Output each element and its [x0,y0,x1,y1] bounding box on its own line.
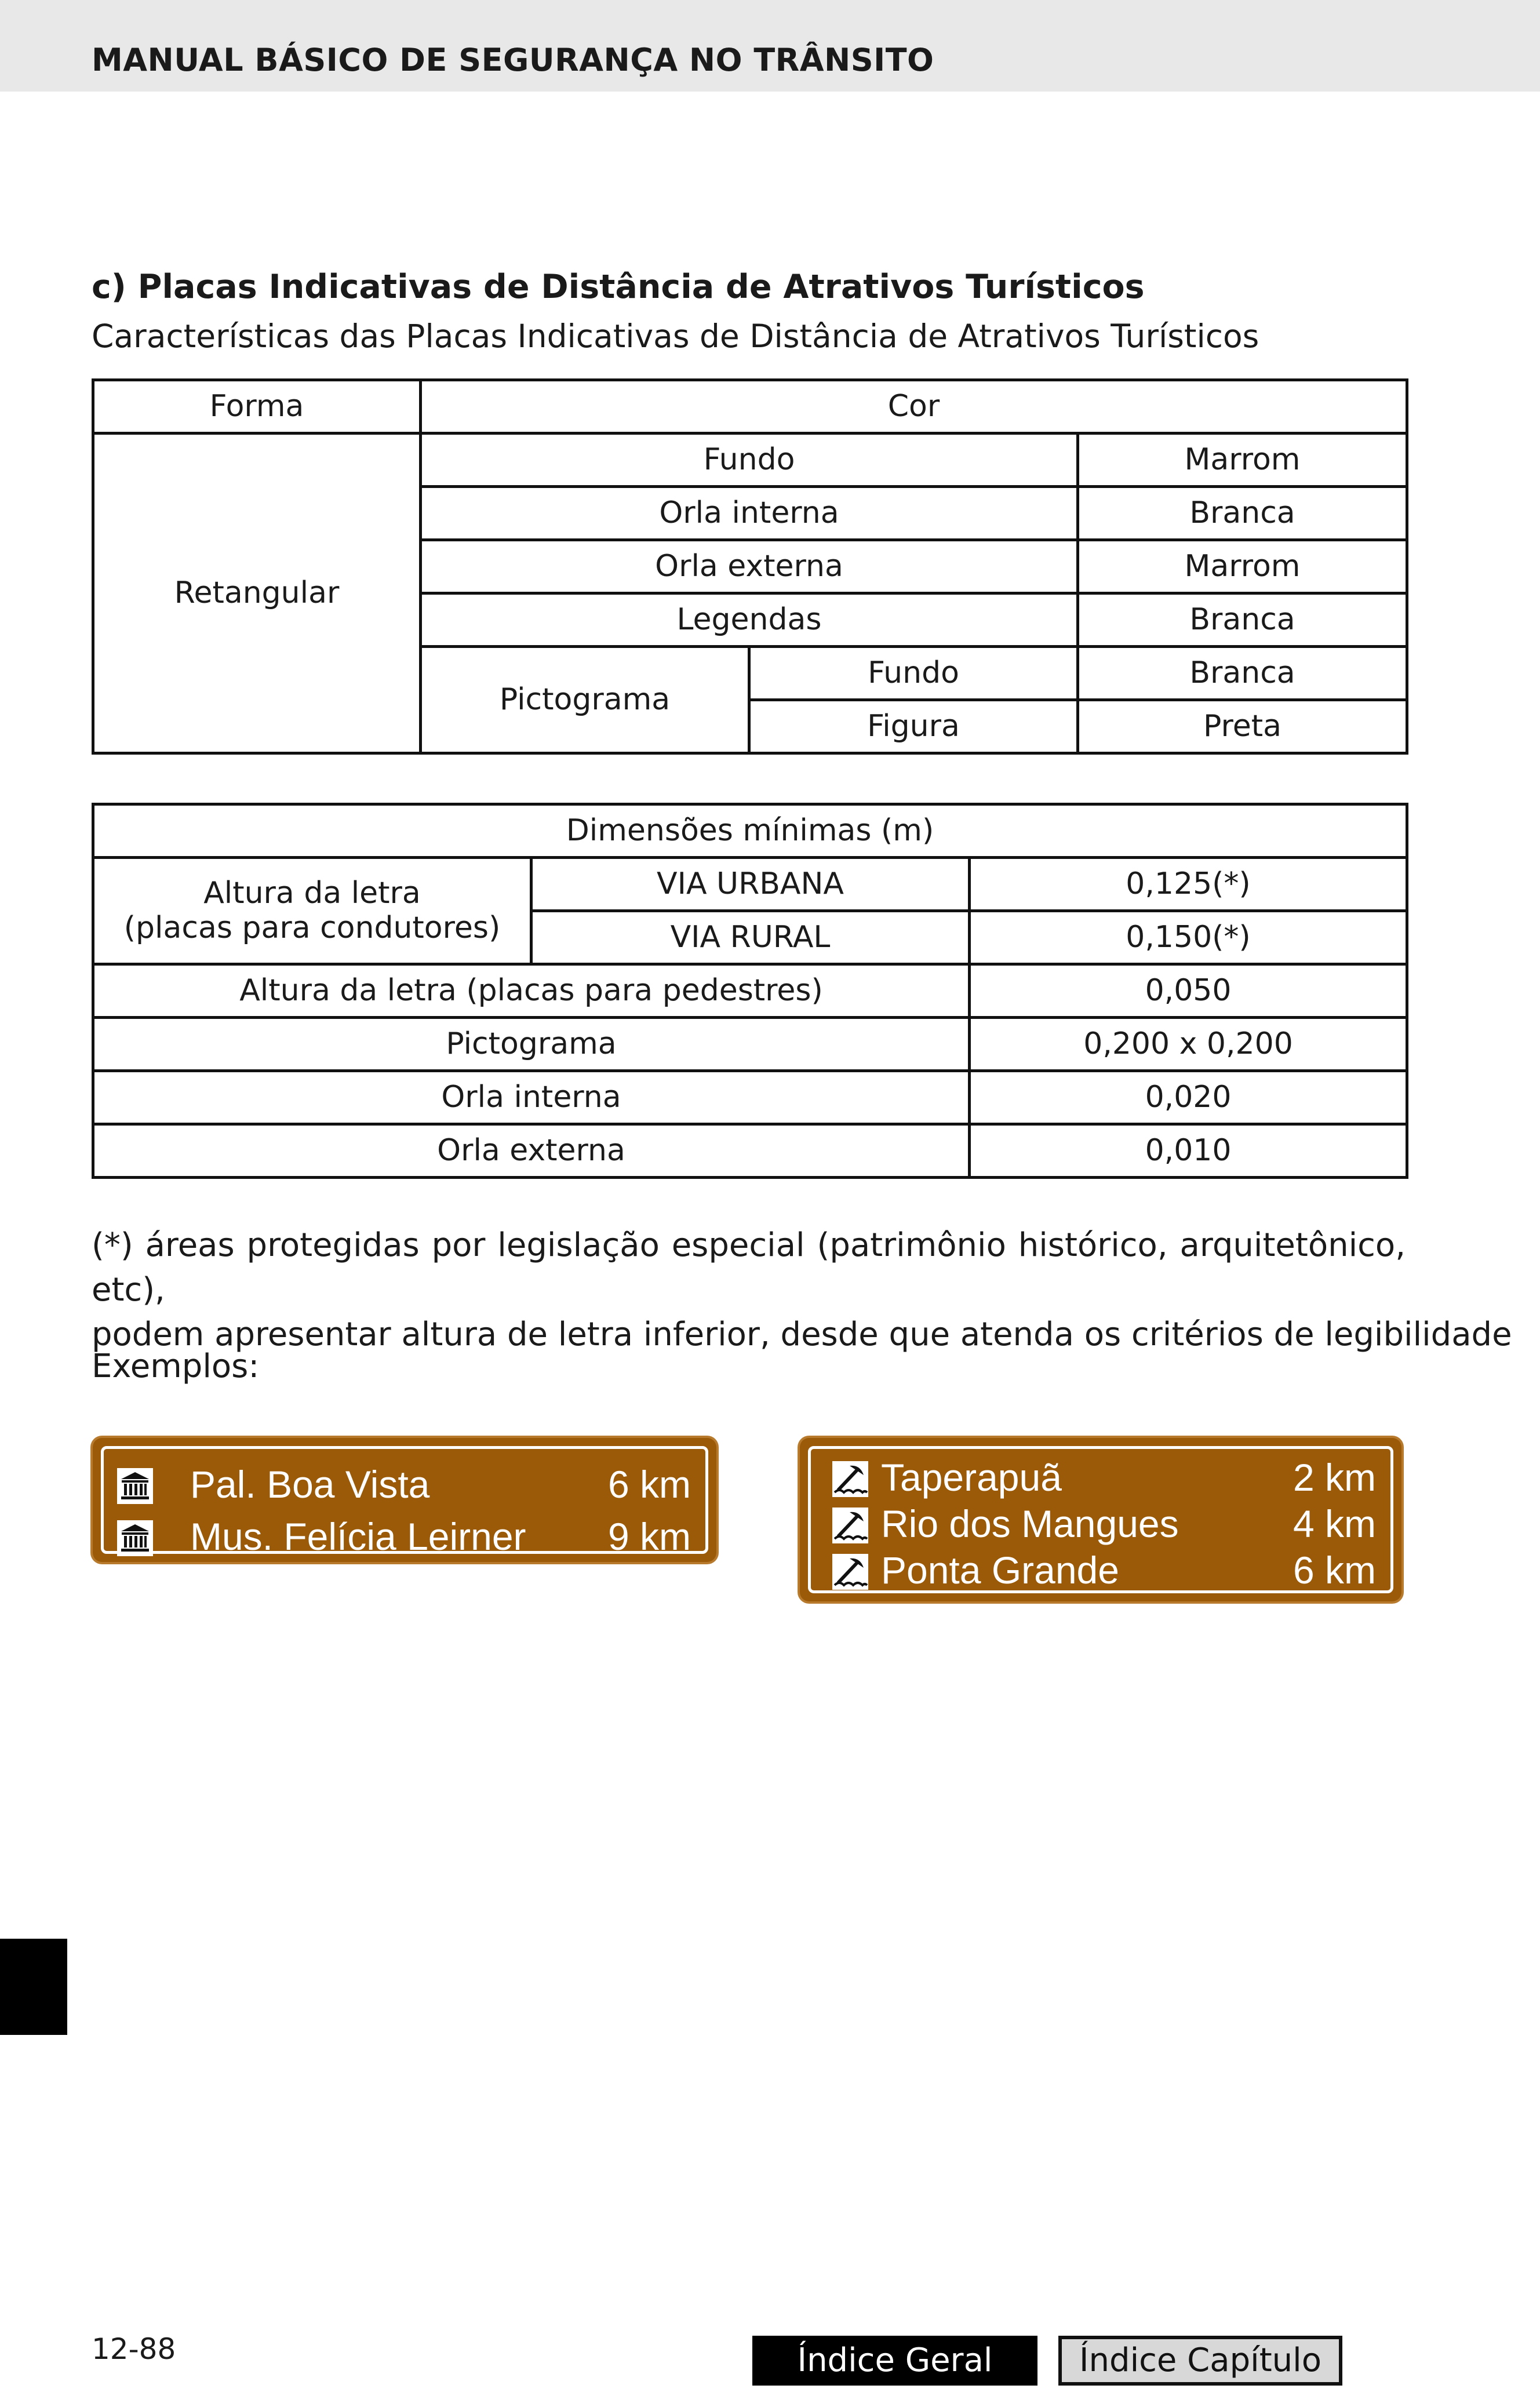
cor-item: Fundo [421,434,1078,487]
cor-value: Marrom [1078,434,1407,487]
dimension-label: Altura da letra (placas para pedestres) [93,964,970,1018]
sign-destination: Taperapuã [881,1456,1062,1499]
sign-distance: 6 km [607,1463,691,1506]
via-rural-value: 0,150(*) [970,911,1407,964]
manual-title: MANUAL BÁSICO DE SEGURANÇA NO TRÂNSITO [92,42,934,78]
dimension-value: 0,020 [970,1071,1407,1124]
page-number: 12-88 [92,2332,176,2366]
dimension-label: Orla interna [93,1071,970,1124]
sign-destination: Pal. Boa Vista [190,1463,430,1506]
beach-icon [832,1507,868,1543]
forma-value: Retangular [93,434,421,753]
altura-line1: Altura da letra [203,875,421,911]
example-sign-beaches [800,1438,1401,1601]
dimensions-title: Dimensões mínimas (m) [93,804,1407,858]
dimension-label: Orla externa [93,1124,970,1178]
cor-value: Branca [1078,593,1407,647]
pictograma-value: Branca [1078,647,1407,700]
pictograma-value: Preta [1078,700,1407,753]
sign-row [800,1501,1401,1547]
characteristics-table [92,378,1408,755]
page-header [0,0,1540,92]
sign-destination: Mus. Felícia Leirner [190,1515,526,1558]
dimension-value: 0,200 x 0,200 [970,1018,1407,1071]
sign-row [93,1513,716,1560]
cor-item: Orla externa [421,540,1078,593]
via-urbana-label: VIA URBANA [531,858,970,911]
pictograma-item: Figura [749,700,1078,753]
dimension-value: 0,050 [970,964,1407,1018]
pictograma-item: Fundo [749,647,1078,700]
examples-label: Exemplos: [92,1348,260,1385]
footnote [92,1223,1512,1357]
header-forma: Forma [93,380,421,434]
museum-icon [117,1520,153,1556]
sign-destination: Ponta Grande [881,1549,1119,1592]
sign-destination: Rio dos Mangues [881,1502,1179,1545]
sign-row [800,1454,1401,1501]
footnote-line1: (*) áreas protegidas por legislação especial (patrimônio histórico, arquitetônico, etc), [92,1226,1406,1309]
section-subtitle: Características das Placas Indicativas de Distância de Atrativos Turísticos [92,318,1259,355]
cor-item: Legendas [421,593,1078,647]
via-urbana-value: 0,125(*) [970,858,1407,911]
dimension-label: Pictograma [93,1018,970,1071]
indice-capitulo-button[interactable]: Índice Capítulo [1058,2336,1342,2386]
cor-value: Branca [1078,487,1407,540]
example-sign-museums [93,1438,716,1562]
sign-distance: 4 km [1293,1502,1376,1545]
sign-row [93,1461,716,1507]
cor-item: Orla interna [421,487,1078,540]
cor-value: Marrom [1078,540,1407,593]
beach-icon [832,1554,868,1590]
sign-distance: 9 km [607,1515,691,1558]
museum-icon [117,1468,153,1504]
chapter-side-tab [0,1939,67,2035]
sign-distance: 6 km [1293,1549,1376,1592]
dimension-value: 0,010 [970,1124,1407,1178]
footnote-line2: podem apresentar altura de letra inferior, desde que atenda os critérios de legibilidade [92,1316,1512,1353]
via-rural-label: VIA RURAL [531,911,970,964]
dimensions-table [92,803,1408,1179]
altura-condutores-label [93,858,531,964]
pictograma-label: Pictograma [421,647,749,753]
sign-distance: 2 km [1293,1456,1376,1499]
beach-icon [832,1461,868,1497]
header-cor: Cor [421,380,1407,434]
altura-line2: (placas para condutores) [123,910,501,945]
sign-row [800,1547,1401,1593]
indice-geral-button[interactable]: Índice Geral [752,2336,1037,2386]
section-title: c) Placas Indicativas de Distância de Atrativos Turísticos [92,268,1145,306]
